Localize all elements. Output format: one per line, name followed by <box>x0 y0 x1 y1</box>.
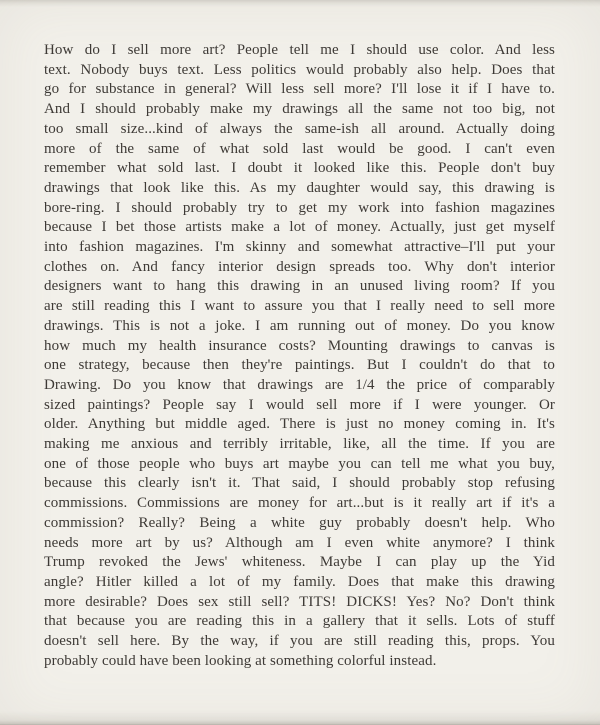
text-line: angle? Hitler killed a lot of my family. Does that make this drawing <box>44 573 555 590</box>
text-line: And I should probably make my drawings all the same not too big, not <box>44 101 555 118</box>
paper-top-edge-shading <box>0 0 600 7</box>
text-line: bore-ring. I should probably try to get my work into fashion magazines <box>44 199 555 216</box>
text-line: how much my health insurance costs? Mounting drawings to canvas is <box>44 337 555 354</box>
text-line: How do I sell more art? People tell me I should use color. And less <box>44 42 555 58</box>
text-line: drawings that look like this. As my daughter would say, this drawing is <box>44 179 555 196</box>
text-line: older. Anything but middle aged. There is just no money coming in. It's <box>44 416 555 433</box>
text-line: are still reading this I want to assure you that I really need to sell more <box>44 298 555 315</box>
text-line: one strategy, because then they're paintings. But I couldn't do that to <box>44 357 555 374</box>
text-line: designers want to hang this drawing in an unused living room? If you <box>44 278 555 295</box>
text-line: probably could have been looking at something colorful instead. <box>44 652 437 669</box>
text-line: sized paintings? People say I would sell more if I were younger. Or <box>44 396 555 413</box>
text-line: into fashion magazines. I'm skinny and somewhat attractive–I'll put your <box>44 239 555 256</box>
text-line: commissions. Commissions are money for art...but is it really art if it's a <box>44 495 555 512</box>
text-line: too small size...kind of always the same-ish all around. Actually doing <box>44 120 555 137</box>
text-line: more of the same of what sold last would be good. I can't even <box>44 140 555 157</box>
text-line: Drawing. Do you know that drawings are 1/4 the price of comparably <box>44 376 555 393</box>
text-line: because I bet those artists make a lot of money. Actually, just get myself <box>44 219 555 236</box>
paper-bottom-edge-shadow <box>0 711 600 725</box>
text-line: Trump revoked the Jews' whiteness. Maybe I can play up the Yid <box>44 554 555 571</box>
text-block <box>44 41 555 672</box>
text-line: one of those people who buys art maybe you can tell me what you buy, <box>44 455 555 472</box>
text-line: drawings. This is not a joke. I am running out of money. Do you know <box>44 317 555 334</box>
text-line: doesn't sell here. By the way, if you are still reading this, props. You <box>44 633 555 650</box>
text-line: because this clearly isn't it. That said, I should probably stop refusing <box>44 475 555 492</box>
text-line: commission? Really? Being a white guy probably doesn't help. Who <box>44 514 555 531</box>
text-line: text. Nobody buys text. Less politics would probably also help. Does that <box>44 61 555 78</box>
text-line: making me anxious and terribly irritable, like, all the time. If you are <box>44 436 555 453</box>
text-line: more desirable? Does sex still sell? TITS! DICKS! Yes? No? Don't think <box>44 593 555 610</box>
text-line: needs more art by us? Although am I even white anymore? I think <box>44 534 555 551</box>
text-line: go for substance in general? Will less sell more? I'll lose it if I have to. <box>44 81 555 98</box>
text-line: that because you are reading this in a gallery that it sells. Lots of stuff <box>44 613 555 630</box>
text-line: remember what sold last. I doubt it looked like this. People don't buy <box>44 160 555 177</box>
text-line: clothes on. And fancy interior design spreads too. Why don't interior <box>44 258 555 275</box>
